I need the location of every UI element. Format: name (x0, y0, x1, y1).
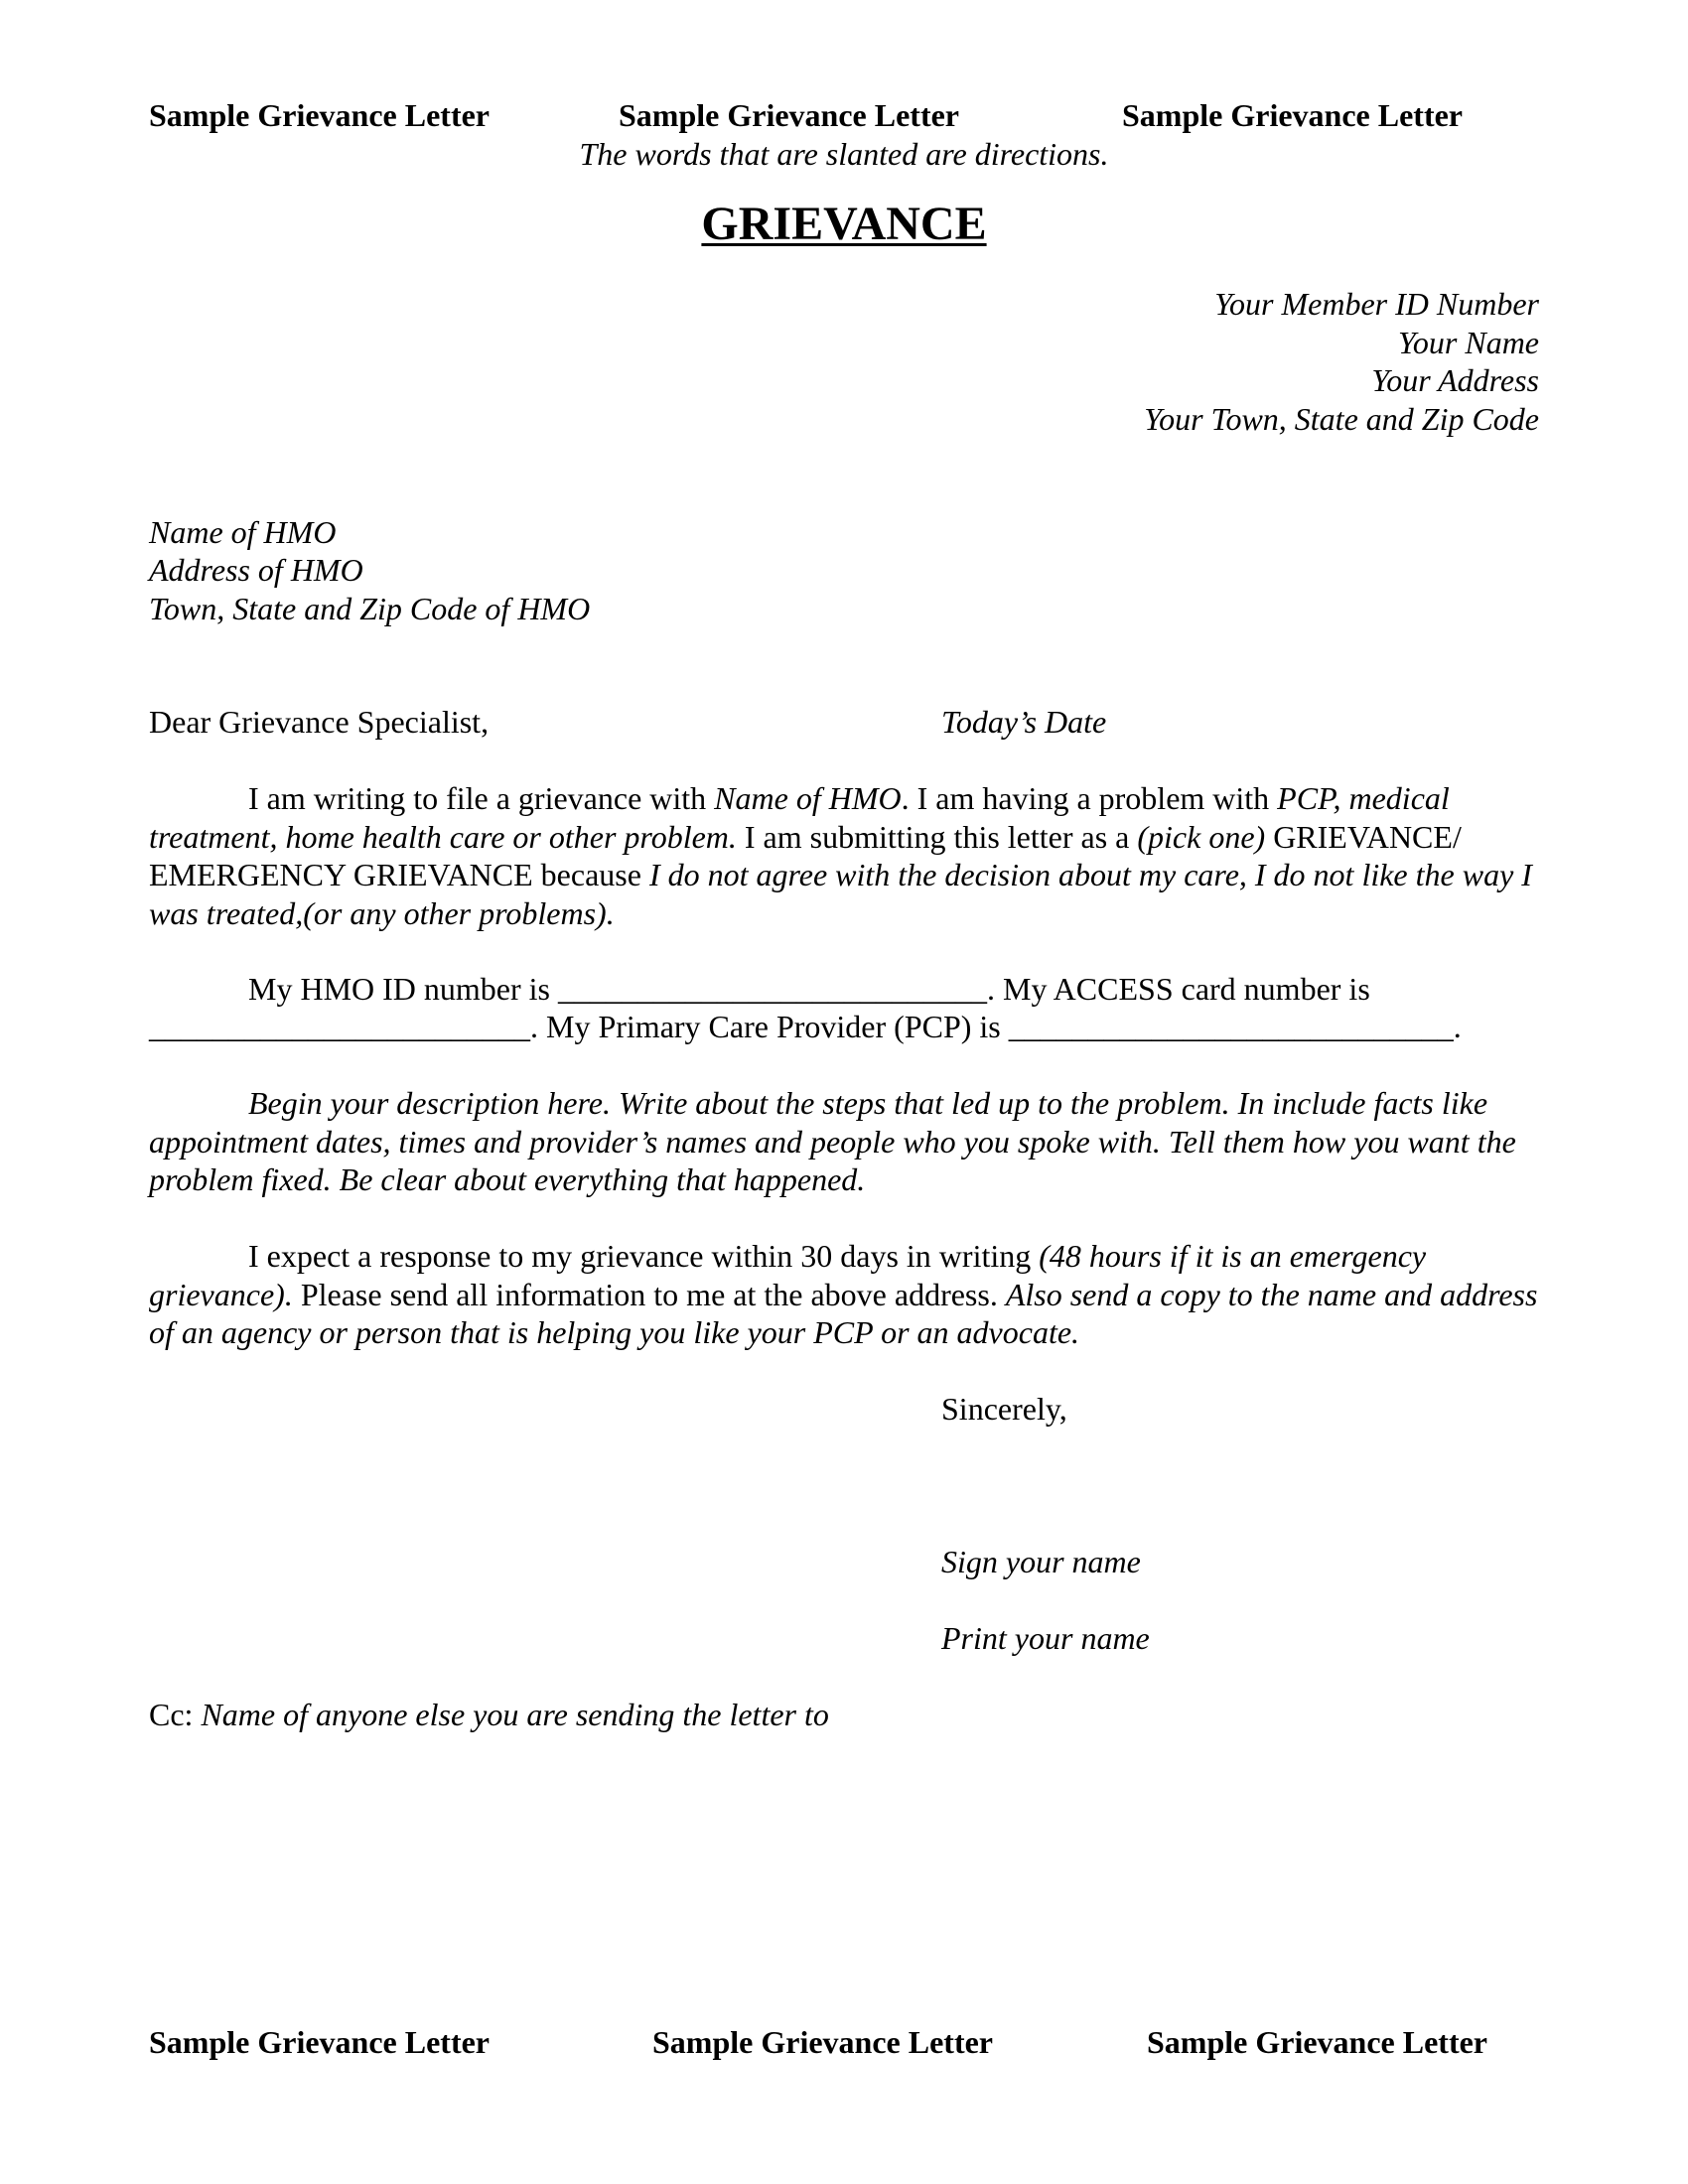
paragraph-intro (149, 779, 1539, 932)
document-title: GRIEVANCE (701, 198, 987, 250)
print-name: Print your name (941, 1620, 1150, 1656)
recipient-town: Town, State and Zip Code of HMO (149, 591, 591, 626)
recipient-address: Address of HMO (149, 552, 363, 588)
letter-date: Today’s Date (941, 704, 1107, 740)
cc-label: Cc: (149, 1697, 202, 1732)
closing: Sincerely, (941, 1391, 1067, 1427)
cc-text: Name of anyone else you are sending the letter to (201, 1697, 829, 1732)
para4-italic-1: (48 hours if it is an emergency grievance). (149, 1238, 1427, 1312)
para1-italic-1: Name of HMO (714, 780, 902, 816)
paragraph-description (149, 1084, 1539, 1199)
footer-left: Sample Grievance Letter (149, 2024, 490, 2060)
id-line-2: ________________________. My Primary Care Provider (PCP) is ____________________________. (149, 1009, 1462, 1044)
para1-text-3: I am submitting this letter as a (736, 818, 1138, 855)
sender-address: Your Address (1371, 362, 1539, 398)
salutation: Dear Grievance Specialist, (149, 704, 490, 740)
para1-italic-2: PCP, medical treatment, home health care or other problem. (149, 780, 1450, 855)
para1-text-4: GRIEVANCE/ EMERGENCY GRIEVANCE because (149, 818, 1462, 892)
para1-text-1: I am writing to file a grievance with (248, 780, 715, 816)
sender-town: Your Town, State and Zip Code (1144, 401, 1539, 437)
id-line-1: My HMO ID number is ___________________________. My ACCESS card number is (248, 971, 1370, 1007)
sender-member-id: Your Member ID Number (1214, 286, 1539, 322)
directions-note: The words that are slanted are directions. (579, 136, 1109, 172)
para1-italic-3: (pick one) (1137, 818, 1266, 855)
sender-name: Your Name (1398, 325, 1539, 360)
sign-name: Sign your name (941, 1544, 1141, 1579)
para1-italic-4: I do not agree with the decision about my care, I do not like the way I was treated,(or any other problems). (149, 857, 1532, 931)
header-right: Sample Grievance Letter (1122, 97, 1463, 133)
header-left: Sample Grievance Letter (149, 97, 490, 133)
footer-right: Sample Grievance Letter (1147, 2024, 1487, 2060)
para4-text-1: I expect a response to my grievance within 30 days in writing (248, 1238, 1040, 1274)
cc-line (149, 1697, 829, 1733)
header-center: Sample Grievance Letter (619, 97, 959, 133)
para1-text-2: . I am having a problem with (901, 780, 1278, 816)
para4-text-2: Please send all information to me at the above address. (292, 1276, 1006, 1312)
para4-italic-2: Also send a copy to the name and address of an agency or person that is helping you like your PCP or an advocate. (149, 1276, 1538, 1350)
recipient-name: Name of HMO (149, 514, 337, 550)
para3-text: Begin your description here. Write about the steps that led up to the problem. In include facts like appointment dates, times and provider’s names and people who you spoke with. Tell them how you want the problem fixed. Be clear about everything that happened. (149, 1085, 1516, 1197)
footer-center: Sample Grievance Letter (652, 2024, 993, 2060)
paragraph-response (149, 1237, 1539, 1352)
